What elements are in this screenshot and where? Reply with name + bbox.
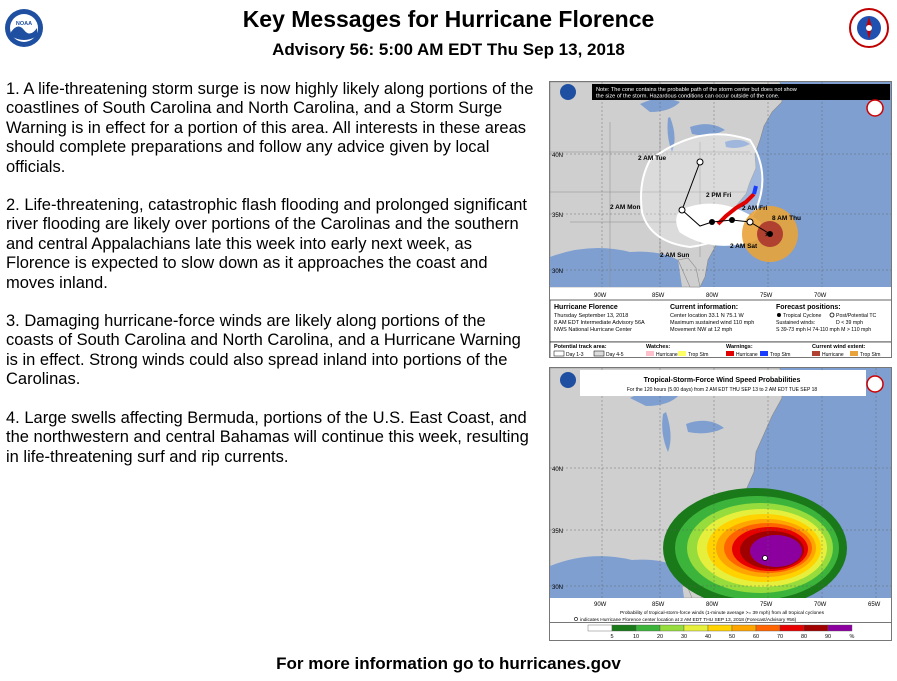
svg-text:NOAA: NOAA: [15, 21, 33, 27]
wind-caption-2: indicates Hurricane Florence center location at 2 AM EDT THU SEP 13, 2018 (Forecast/Advisory #56): [580, 618, 797, 623]
wind-lon-90w: 90W: [594, 602, 607, 608]
wind-caption-1: Probability of tropical-storm-force winds (1-minute average >= 39 mph) from all tropical cyclones: [620, 611, 824, 616]
scale-label: 60: [752, 634, 760, 640]
scale-swatch: [804, 625, 828, 631]
forecast-positions-title: Forecast positions:: [776, 304, 841, 311]
label-2pm-fri: 2 PM Fri: [706, 192, 732, 199]
wind-noaa-logo-icon: [560, 372, 576, 388]
cone-lat-35n: 35N: [552, 213, 564, 219]
forecast-tropical-cyclone: Tropical Cyclone: [783, 313, 822, 319]
probability-scale: [549, 623, 892, 641]
scale-swatch: [588, 625, 612, 631]
current-info-movement: Movement NW at 12 mph: [670, 327, 733, 333]
forecast-cone-map: [549, 81, 892, 358]
current-info-wind: Maximum sustained wind 110 mph: [670, 320, 755, 326]
scale-swatch: [660, 625, 684, 631]
scale-label: 80: [800, 634, 808, 640]
scale-swatch: [732, 625, 756, 631]
national-weather-service-logo: [849, 8, 889, 48]
scale-swatch: [828, 625, 852, 631]
legend-watch-tropstm: Trop Stm: [688, 352, 709, 358]
cone-note-line: Note: The cone contains the probable path of the storm center but does not show the size of the storm. Hazardous conditions can occur outside of the cone.: [596, 87, 799, 100]
wind-lon-85w: 85W: [652, 602, 665, 608]
key-message-1: 1. A life-threatening storm surge is now highly likely along portions of the coastlines of South Carolina and North Carolina, and a Storm Surge Warning is in effect for a portion of this area. All interests in these areas should complete preparations and follow any advice given by local officials.: [6, 80, 534, 176]
scale-label: 30: [680, 634, 688, 640]
wind-lat-35n: 35N: [552, 529, 564, 535]
legend-warning-hurricane: Hurricane: [736, 352, 758, 358]
cone-lat-40n: 40N: [552, 153, 564, 159]
svg-text:×: ×: [765, 232, 770, 239]
footer-link-text: For more information go to hurricanes.gov: [276, 654, 621, 673]
storm-advisory: 8 AM EDT Intermediate Advisory 56A: [554, 320, 645, 326]
key-message-3: 3. Damaging hurricane-force winds are likely along portions of the coasts of South Carolina and North Carolina, and a Hurricane Warning is in effect. Strong winds could also spread inland into portions of the Carolinas.: [6, 312, 521, 389]
wind-lat-40n: 40N: [552, 467, 564, 473]
storm-name: Hurricane Florence: [554, 304, 618, 311]
wind-map-subtitle: For the 120 hours (5.00 days) from 2 AM EDT THU SEP 13 to 2 AM EDT TUE SEP 18: [626, 387, 818, 393]
wind-lon-80w: 80W: [706, 602, 719, 608]
advisory-subtitle: Advisory 56: 5:00 AM EDT Thu Sep 13, 2018: [272, 40, 625, 59]
storm-date: Thursday September 13, 2018: [554, 313, 629, 319]
legend-warnings: Warnings:: [726, 344, 753, 350]
wind-probability-map: [549, 367, 892, 623]
scale-label: %: [849, 634, 855, 640]
cone-lon-90w: 90W: [594, 293, 607, 299]
wind-lon-75w: 75W: [760, 602, 773, 608]
cone-lon-80w: 80W: [706, 293, 719, 299]
scale-label: 50: [728, 634, 736, 640]
scale-label: 70: [776, 634, 784, 640]
forecast-sustained-winds: Sustained winds:: [776, 320, 816, 326]
wind-nws-logo-icon: [867, 376, 883, 392]
key-message-4: 4. Large swells affecting Bermuda, portions of the U.S. East Coast, and the northwestern and central Bahamas will continue this week, resulting in life-threatening surf and rip currents.: [6, 408, 529, 466]
scale-swatch: [684, 625, 708, 631]
current-info-location: Center location 33.1 N 75.1 W: [670, 313, 744, 319]
label-2am-fri: 2 AM Fri: [742, 205, 768, 212]
cone-lon-75w: 75W: [760, 293, 773, 299]
page-title: Key Messages for Hurricane Florence: [242, 6, 655, 32]
cone-lat-30n: 30N: [552, 269, 564, 275]
cone-lon-70w: 70W: [814, 293, 827, 299]
scale-swatch: [636, 625, 660, 631]
key-messages: [6, 80, 536, 486]
scale-swatch: [756, 625, 780, 631]
forecast-depression: D < 39 mph: [836, 320, 863, 326]
wind-lat-30n: 30N: [552, 585, 564, 591]
wind-lon-70w: 70W: [814, 602, 827, 608]
legend-extent-tropstm: Trop Stm: [860, 352, 881, 358]
florence-center-marker-icon: [763, 556, 768, 561]
current-info-title: Current information:: [670, 304, 739, 311]
storm-center: NWS National Hurricane Center: [554, 327, 632, 333]
scale-swatch: [708, 625, 732, 631]
scale-label: 5: [610, 634, 614, 640]
wind-map-title: Tropical-Storm-Force Wind Speed Probabilities: [643, 377, 801, 384]
legend-extent-hurricane: Hurricane: [822, 352, 844, 358]
forecast-categories: S 39-73 mph H 74-110 mph M > 110 mph: [776, 327, 872, 333]
label-2am-sun: 2 AM Sun: [660, 252, 690, 259]
scale-swatch: [612, 625, 636, 631]
legend-watches: Watches:: [646, 344, 671, 350]
label-2am-tue: 2 AM Tue: [638, 155, 667, 162]
forecast-post-tc: Post/Potential TC: [836, 313, 877, 319]
key-message-2: 2. Life-threatening, catastrophic flash flooding and prolonged significant river flooding are likely over portions of the Carolinas and the southern and central Appalachians late this week into early next week, as Florence is expected to slow down as it approaches the coast and moves inland.: [6, 196, 528, 292]
legend-track-area: Potential track area:: [554, 344, 607, 350]
legend-day-4-5: Day 4-5: [606, 352, 624, 358]
legend-wind-extent: Current wind extent:: [812, 344, 866, 350]
legend-day-1-3: Day 1-3: [566, 352, 584, 358]
scale-label: 20: [656, 634, 664, 640]
scale-label: 10: [632, 634, 640, 640]
label-2am-sat: 2 AM Sat: [730, 243, 758, 250]
scale-label: 40: [704, 634, 712, 640]
cone-nws-logo-icon: [867, 100, 883, 116]
legend-watch-hurricane: Hurricane: [656, 352, 678, 358]
legend-warning-tropstm: Trop Stm: [770, 352, 791, 358]
scale-label: 90: [824, 634, 832, 640]
cone-lon-85w: 85W: [652, 293, 665, 299]
wind-lon-65w: 65W: [868, 602, 881, 608]
label-8am-thu: 8 AM Thu: [772, 215, 802, 222]
scale-swatch: [780, 625, 804, 631]
label-2am-mon: 2 AM Mon: [610, 204, 641, 211]
cone-noaa-logo-icon: [560, 84, 576, 100]
